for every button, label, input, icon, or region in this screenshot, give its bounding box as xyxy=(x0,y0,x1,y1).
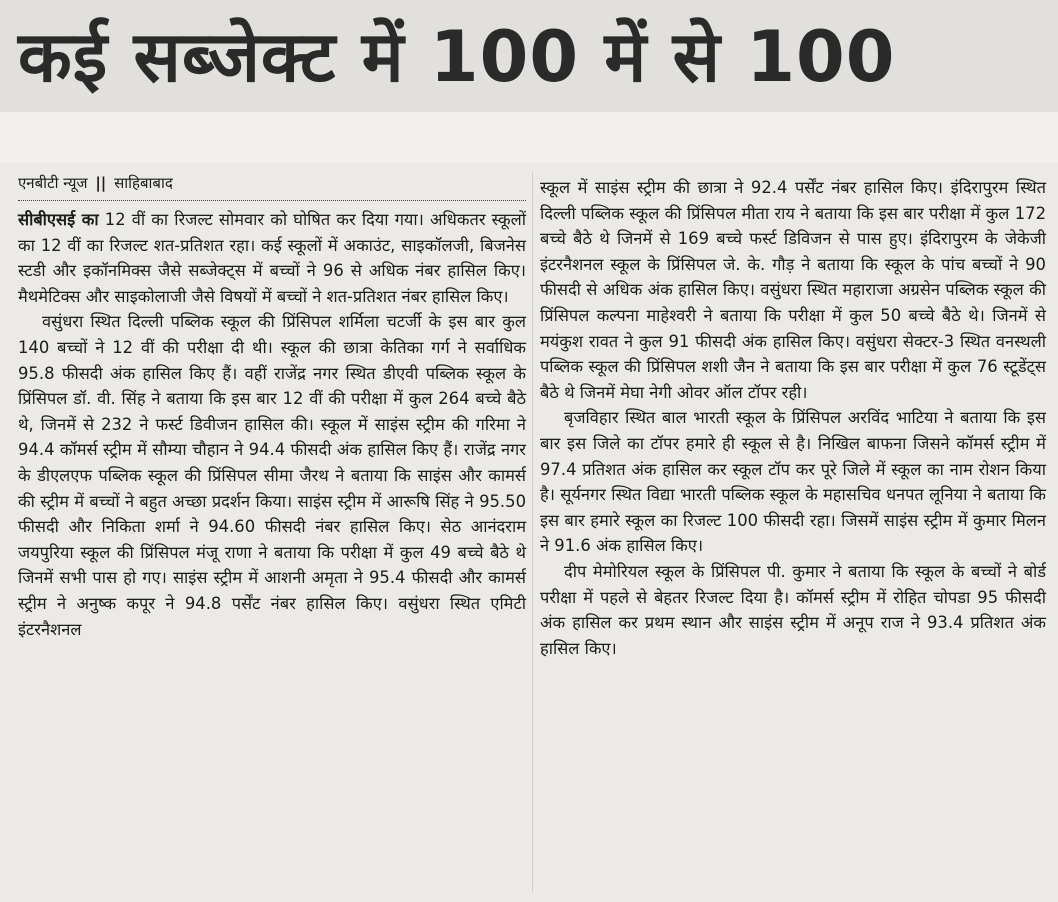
paragraph: दीप मेमोरियल स्कूल के प्रिंसिपल पी. कुमार ने बताया कि स्कूल के बच्चों ने बोर्ड परीक्षा में पहले से बेहतर रिजल्ट दिया है। कॉमर्स स्ट्रीम में रोहित चोपडा 95 फीसदी अंक हासिल कर प्रथम स्थान और साइंस स्ट्रीम में अनूप राज ने 93.4 प्रतिशत अंक हासिल किए। xyxy=(540,561,1046,658)
paragraph xyxy=(18,207,526,309)
lead-in: सीबीएसई का xyxy=(18,210,99,229)
header-gap xyxy=(0,112,1058,162)
dateline-separator: || xyxy=(95,174,107,192)
paragraph: वसुंधरा स्थित दिल्ली पब्लिक स्कूल की प्रिंसिपल शर्मिला चटर्जी के इस बार कुल 140 बच्चों ने 12 वीं की परीक्षा दी थी। स्कूल की छात्रा केतिका गर्ग ने सर्वाधिक 95.8 फीसदी अंक हासिल किए हैं। वहीं राजेंद्र नगर स्थित डीएवी पब्लिक स्कूल के प्रिंसिपल डॉ. वी. सिंह ने बताया कि इस बार 12 वीं की परीक्षा में कुल 264 बच्चे बैठे थे, जिनमें से 232 ने फर्स्ट डिवीजन हासिल की। स्कूल में साइंस स्ट्रीम की गरिमा ने 94.4 कॉमर्स स्ट्रीम में सौम्या चौहान ने 94.4 फीसदी अंक हासिल किए हैं। राजेंद्र नगर के डीएलएफ पब्लिक स्कूल की प्रिंसिपल सीमा जैरथ ने बताया कि साइंस और कामर्स की स्ट्रीम में बच्चों ने बहुत अच्छा प्रदर्शन किया। साइंस स्ट्रीम में आरूषि सिंह ने 95.50 फीसदी और निकिता शर्मा ने 94.60 फीसदी नंबर हासिल किए। सेठ आनंदराम जयपुरिया स्कूल की प्रिंसिपल मंजू राणा ने बताया कि परीक्षा में कुल 49 बच्चे बैठे थे जिनमें सभी पास हो गए। साइंस स्ट्रीम में आशनी अमृता ने 95.4 फीसदी और कामर्स स्ट्रीम ने अनुष्क कपूर ने 94.8 पर्सेंट नंबर हासिल किए। वसुंधरा स्थित एमिटी इंटरनैशनल xyxy=(18,312,526,639)
paragraph-text: 12 वीं का रिजल्ट सोमवार को घोषित कर दिया गया। अधिकतर स्कूलों का 12 वीं का रिजल्ट शत-प्रतिशत रहा। कई स्कूलों में अकाउंट, साइकॉलजी, बिजनेस स्टडी और इकॉनमिक्स जैसे सब्जेक्ट्स में बच्चों ने 96 से अधिक नंबर हासिल किए। मैथमेटिक्स और साइकोलाजी जैसे विषयों में बच्चों ने शत-प्रतिशत नंबर हासिल किए। xyxy=(18,210,526,306)
dateline xyxy=(18,172,526,201)
paragraph: बृजविहार स्थित बाल भारती स्कूल के प्रिंसिपल अरविंद भाटिया ने बताया कि इस बार इस जिले का टॉपर हमारे ही स्कूल से है। निखिल बाफना जिसने कॉमर्स स्ट्रीम में 97.4 प्रतिशत अंक हासिल कर स्कूल टॉप कर पूरे जिले में स्कूल का नाम रोशन किया है। सूर्यनगर स्थित विद्या भारती पब्लिक स्कूल के महासचिव धनपत लूनिया ने बताया कि इस बार हमारे स्कूल का रिजल्ट 100 फीसदी रहा। जिसमें साइंस स्ट्रीम में कुमार मिलन ने 91.6 अंक हासिल किए। xyxy=(540,408,1046,556)
paragraph: स्कूल में साइंस स्ट्रीम की छात्रा ने 92.4 पर्सेंट नंबर हासिल किए। इंदिरापुरम स्थित दिल्ली पब्लिक स्कूल की प्रिंसिपल मीता राय ने बताया कि इस बार परीक्षा में कुल 172 बच्चे बैठे थे जिनमें से 169 बच्चे फर्स्ट डिविजन से पास हुए। इंदिरापुरम के जेकेजी इंटरनैशनल स्कूल के प्रिंसिपल जे. के. गौड़ ने बताया कि स्कूल के पांच बच्चों ने 90 फीसदी से अधिक अंक हासिल किए। वसुंधरा स्थित महाराजा अग्रसेन पब्लिक स्कूल की प्रिंसिपल कल्पना माहेश्वरी ने बताया कि परीक्षा में कुल 50 बच्चे बैठे थे। जिनमें से मयंकुश रावत ने कुल 91 फीसदी अंक हासिल किए। वसुंधरा सेक्टर-3 स्थित वनस्थली पब्लिक स्कूल की प्रिंसिपल शशी जैन ने बताया कि इस बार परीक्षा में कुल 76 स्टूडेंट्स बैठे थे जिनमें मेघा नेगी ओवर ऑल टॉपर रही। xyxy=(540,178,1046,402)
dateline-place: साहिबाबाद xyxy=(114,174,173,192)
dateline-source: एनबीटी न्यूज xyxy=(18,174,88,192)
headline: कई सब्जेक्ट में 100 में से 100 xyxy=(18,16,896,98)
column-divider xyxy=(532,172,533,892)
article-column-left xyxy=(18,172,526,642)
article-column-right xyxy=(540,175,1046,661)
